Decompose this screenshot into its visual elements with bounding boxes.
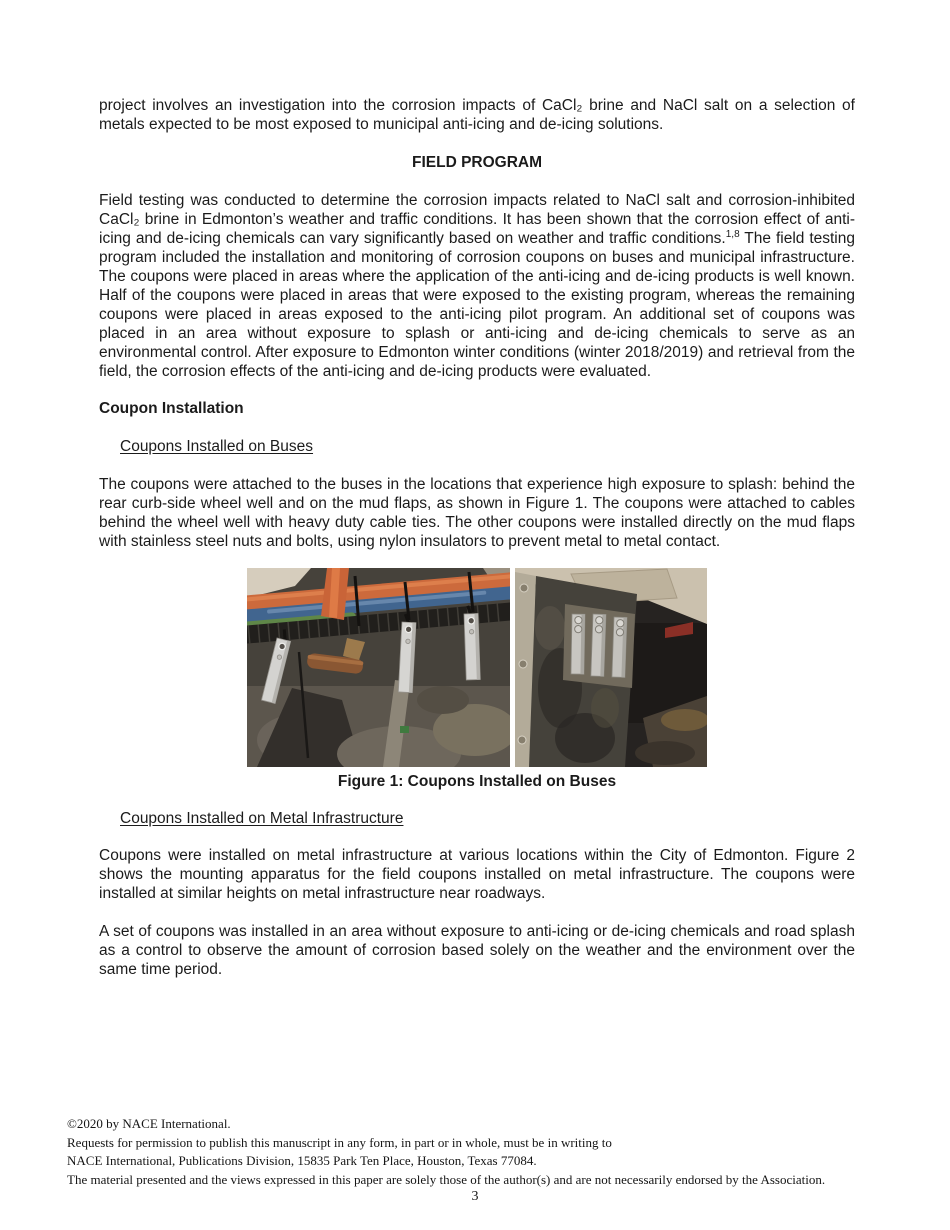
- spacer: [99, 903, 855, 922]
- figure1-caption: Figure 1: Coupons Installed on Buses: [337, 773, 617, 790]
- figure1-photo-left: [247, 568, 510, 767]
- spacer: [99, 828, 855, 846]
- spacer: [99, 418, 855, 437]
- bolted-coupon: [571, 614, 585, 674]
- spacer: [99, 791, 855, 809]
- control-coupons-paragraph: A set of coupons was installed in an area without exposure to anti-icing or de-icing chemicals and road splash as a control to observe the amount of corrosion based solely on the weather and the environment over the same time period.: [99, 923, 855, 978]
- intro-paragraph: project involves an investigation into the corrosion impacts of CaCl₂ brine and NaCl salt on a selection of metals expected to be most exposed to municipal anti-icing and de-icing solutions.: [99, 97, 855, 133]
- figure1-photo-right: [515, 568, 707, 767]
- infrastructure-paragraph: Coupons were installed on metal infrastructure at various locations within the City of Edmonton. Figure 2 shows the mounting apparatus for the field coupons installed on metal infrastructure. The coupons were installed at similar heights on metal infrastructure near roadways.: [99, 847, 855, 902]
- green-connector: [400, 726, 409, 733]
- footer-line-address: NACE International, Publications Division, 15835 Park Ten Place, Houston, Texas 77084.: [67, 1153, 537, 1168]
- figure1-photos: [247, 568, 707, 767]
- footer-line-permission: Requests for permission to publish this manuscript in any form, in part or in whole, must be in writing to: [67, 1134, 612, 1150]
- spacer: [99, 456, 855, 475]
- coupon-installation-heading: Coupon Installation: [99, 400, 244, 417]
- field-testing-text-2: The field testing program included the installation and monitoring of corrosion coupons on buses and municipal infrastructure. The coupons were placed in areas where the application of the anti-icing and de-icing products is well known. Half of the coupons were placed in areas that were exposed to the existing program, whereas the remaining coupons were placed in areas exposed to the anti-icing pilot program. An additional set of coupons was placed in an area without exposure to splash or anti-icing and de-icing chemicals to serve as an environmental control. After exposure to Edmonton winter conditions (winter 2018/2019) and retrieval from the field, the corrosion effects of the anti-icing and de-icing products were evaluated.: [99, 230, 855, 380]
- footer-line-disclaimer: The material presented and the views expressed in this paper are solely those of the author(s) and are not necessarily endorsed by the Association.: [67, 1171, 826, 1187]
- footer: [67, 1115, 897, 1189]
- page-content: [99, 96, 855, 979]
- buses-paragraph: The coupons were attached to the buses in the locations that experience high exposure to splash: behind the rear curb-side wheel well and on the mud flaps, as shown in Figure 1. The coupons were attached to cables behind the wheel well with heavy duty cable ties. The other coupons were installed directly on the mud flaps with stainless steel nuts and bolts, using nylon insulators to prevent metal to metal contact.: [99, 476, 855, 550]
- figure-1: [247, 568, 707, 791]
- field-testing-paragraph: [99, 191, 855, 381]
- field-testing-text-1: Field testing was conducted to determine the corrosion impacts related to NaCl salt and corrosion-inhibited CaCl₂ brine in Edmonton’s weather and traffic conditions. It has been shown that the corrosion effect of anti-icing and de-icing chemicals can vary significantly based on weather and traffic conditions.: [99, 192, 855, 247]
- spacer: [99, 172, 855, 191]
- subheading-coupons-buses: Coupons Installed on Buses: [120, 438, 314, 455]
- spacer: [99, 381, 855, 399]
- bolted-coupon: [591, 614, 606, 676]
- page-number: 3: [471, 1189, 479, 1204]
- superscript-citation: 1,8: [725, 228, 740, 240]
- spacer: [99, 134, 855, 153]
- bolted-coupon: [612, 617, 627, 677]
- footer-line-copyright: ©2020 by NACE International.: [67, 1116, 231, 1131]
- field-program-heading: FIELD PROGRAM: [411, 154, 543, 171]
- subheading-coupons-infrastructure: Coupons Installed on Metal Infrastructure: [120, 810, 404, 827]
- corrosion-coupon: [464, 606, 481, 680]
